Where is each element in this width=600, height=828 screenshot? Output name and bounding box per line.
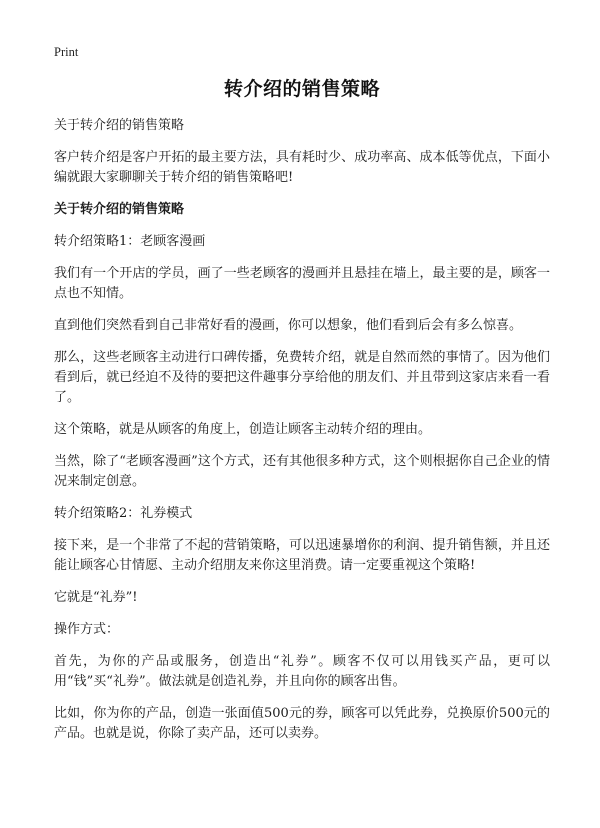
- paragraph: 操作方式：: [54, 622, 120, 637]
- paragraph: 我们有一个开店的学员，画了一些老顾客的漫画并且悬挂在墙上，最主要的是，顾客一点也不知情。: [54, 266, 550, 301]
- document-title: 转介绍的销售策略: [223, 78, 380, 100]
- paragraph: 那么，这些老顾客主动进行口碑传播，免费转介绍，就是自然而然的事情了。因为他们看到后，就已经迫不及待的要把这件趣事分享给他的朋友们、并且带到这家店来看一看了。: [54, 350, 550, 405]
- paragraph-intro: 客户转介绍是客户开拓的最主要方法，具有耗时少、成功率高、成本低等优点，下面小编就跟大家聊聊关于转介绍的销售策略吧!: [54, 150, 550, 185]
- paragraph: 接下来，是一个非常了不起的营销策略，可以迅速暴增你的利润、提升销售额，并且还能让顾客心甘情愿、主动介绍朋友来你这里消费。请一定要重视这个策略!: [54, 538, 550, 573]
- paragraph: 这个策略，就是从顾客的角度上，创造让顾客主动转介绍的理由。: [54, 422, 432, 437]
- paragraph: 比如，你为你的产品，创造一张面值500元的券，顾客可以凭此券，兑换原价500元的产品。也就是说，你除了卖产品，还可以卖券。: [54, 706, 550, 741]
- paragraph: 直到他们突然看到自己非常好看的漫画，你可以想象，他们看到后会有多么惊喜。: [54, 318, 523, 333]
- paragraph: 它就是“礼券”!: [54, 590, 138, 605]
- section-heading: 关于转介绍的销售策略: [54, 202, 185, 217]
- strategy-1-heading: 转介绍策略1：老顾客漫画: [54, 234, 206, 249]
- paragraph-intro-heading: 关于转介绍的销售策略: [54, 118, 185, 133]
- paragraph: 当然，除了“老顾客漫画”这个方式，还有其他很多种方式，这个则根据你自己企业的情况来制定创意。: [54, 454, 550, 489]
- strategy-2-heading: 转介绍策略2：礼券模式: [54, 506, 193, 521]
- paragraph: 首先，为你的产品或服务，创造出“礼券”。顾客不仅可以用钱买产品，更可以用“钱”买“礼券”。做法就是创造礼券，并且向你的顾客出售。: [54, 654, 550, 689]
- print-label: Print: [54, 45, 79, 59]
